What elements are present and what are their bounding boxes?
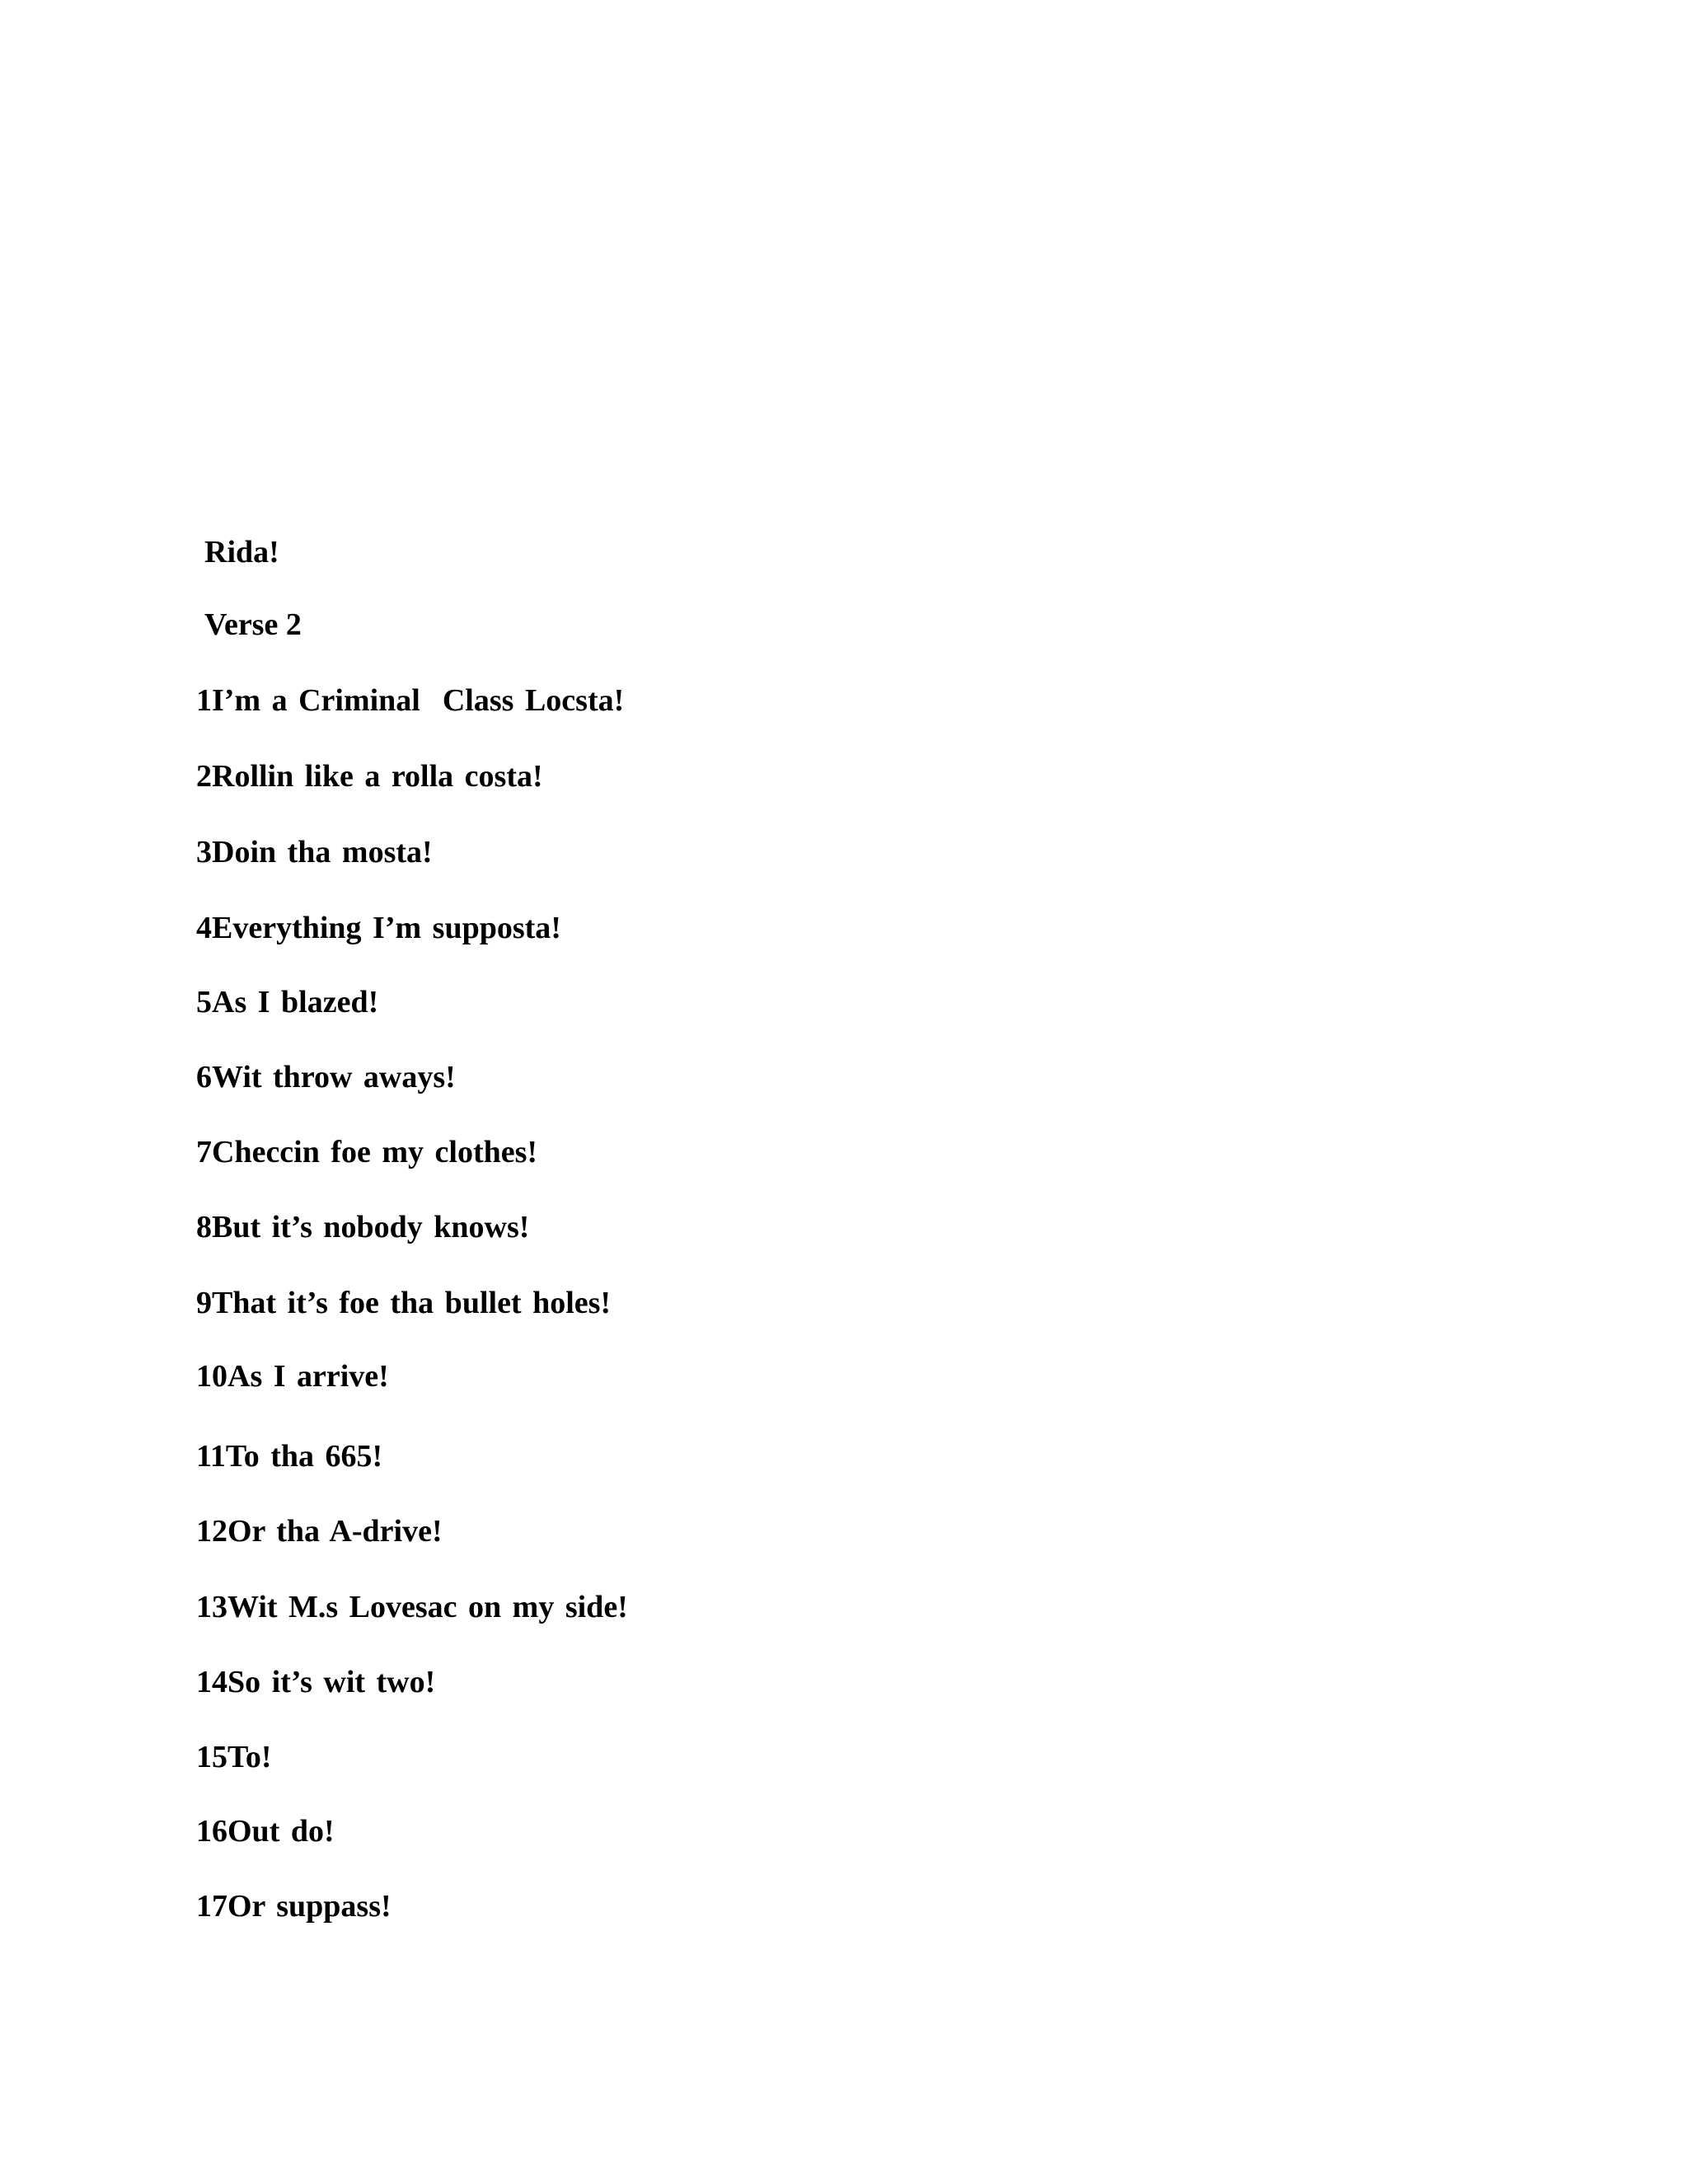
- lyric-line: 9That it’s foe tha bullet holes!: [196, 1286, 612, 1320]
- lyric-line: 5As I blazed!: [196, 985, 379, 1019]
- header-line: Rida!: [204, 535, 279, 569]
- lyric-line: 17Or suppass!: [196, 1889, 392, 1924]
- lyric-line: 14So it’s wit two!: [196, 1665, 436, 1699]
- lyric-line: 7Checcin foe my clothes!: [196, 1135, 538, 1169]
- lyric-line: 16Out do!: [196, 1814, 335, 1849]
- lyric-line: 1I’m a Criminal Class Locsta!: [196, 683, 625, 718]
- lyric-line: 15To!: [196, 1740, 272, 1774]
- section-title: Verse 2: [204, 607, 302, 642]
- lyric-line: 3Doin tha mosta!: [196, 835, 433, 869]
- lyric-line: 2Rollin like a rolla costa!: [196, 759, 543, 794]
- lyric-line: 8But it’s nobody knows!: [196, 1210, 530, 1244]
- lyric-line: 12Or tha A-drive!: [196, 1514, 443, 1549]
- lyric-line: 6Wit throw aways!: [196, 1060, 456, 1094]
- lyric-line: 10As I arrive!: [196, 1359, 389, 1394]
- lyric-line: 4Everything I’m supposta!: [196, 911, 561, 945]
- lyric-line: 11To tha 665!: [196, 1439, 383, 1474]
- lyric-line: 13Wit M.s Lovesac on my side!: [196, 1590, 628, 1624]
